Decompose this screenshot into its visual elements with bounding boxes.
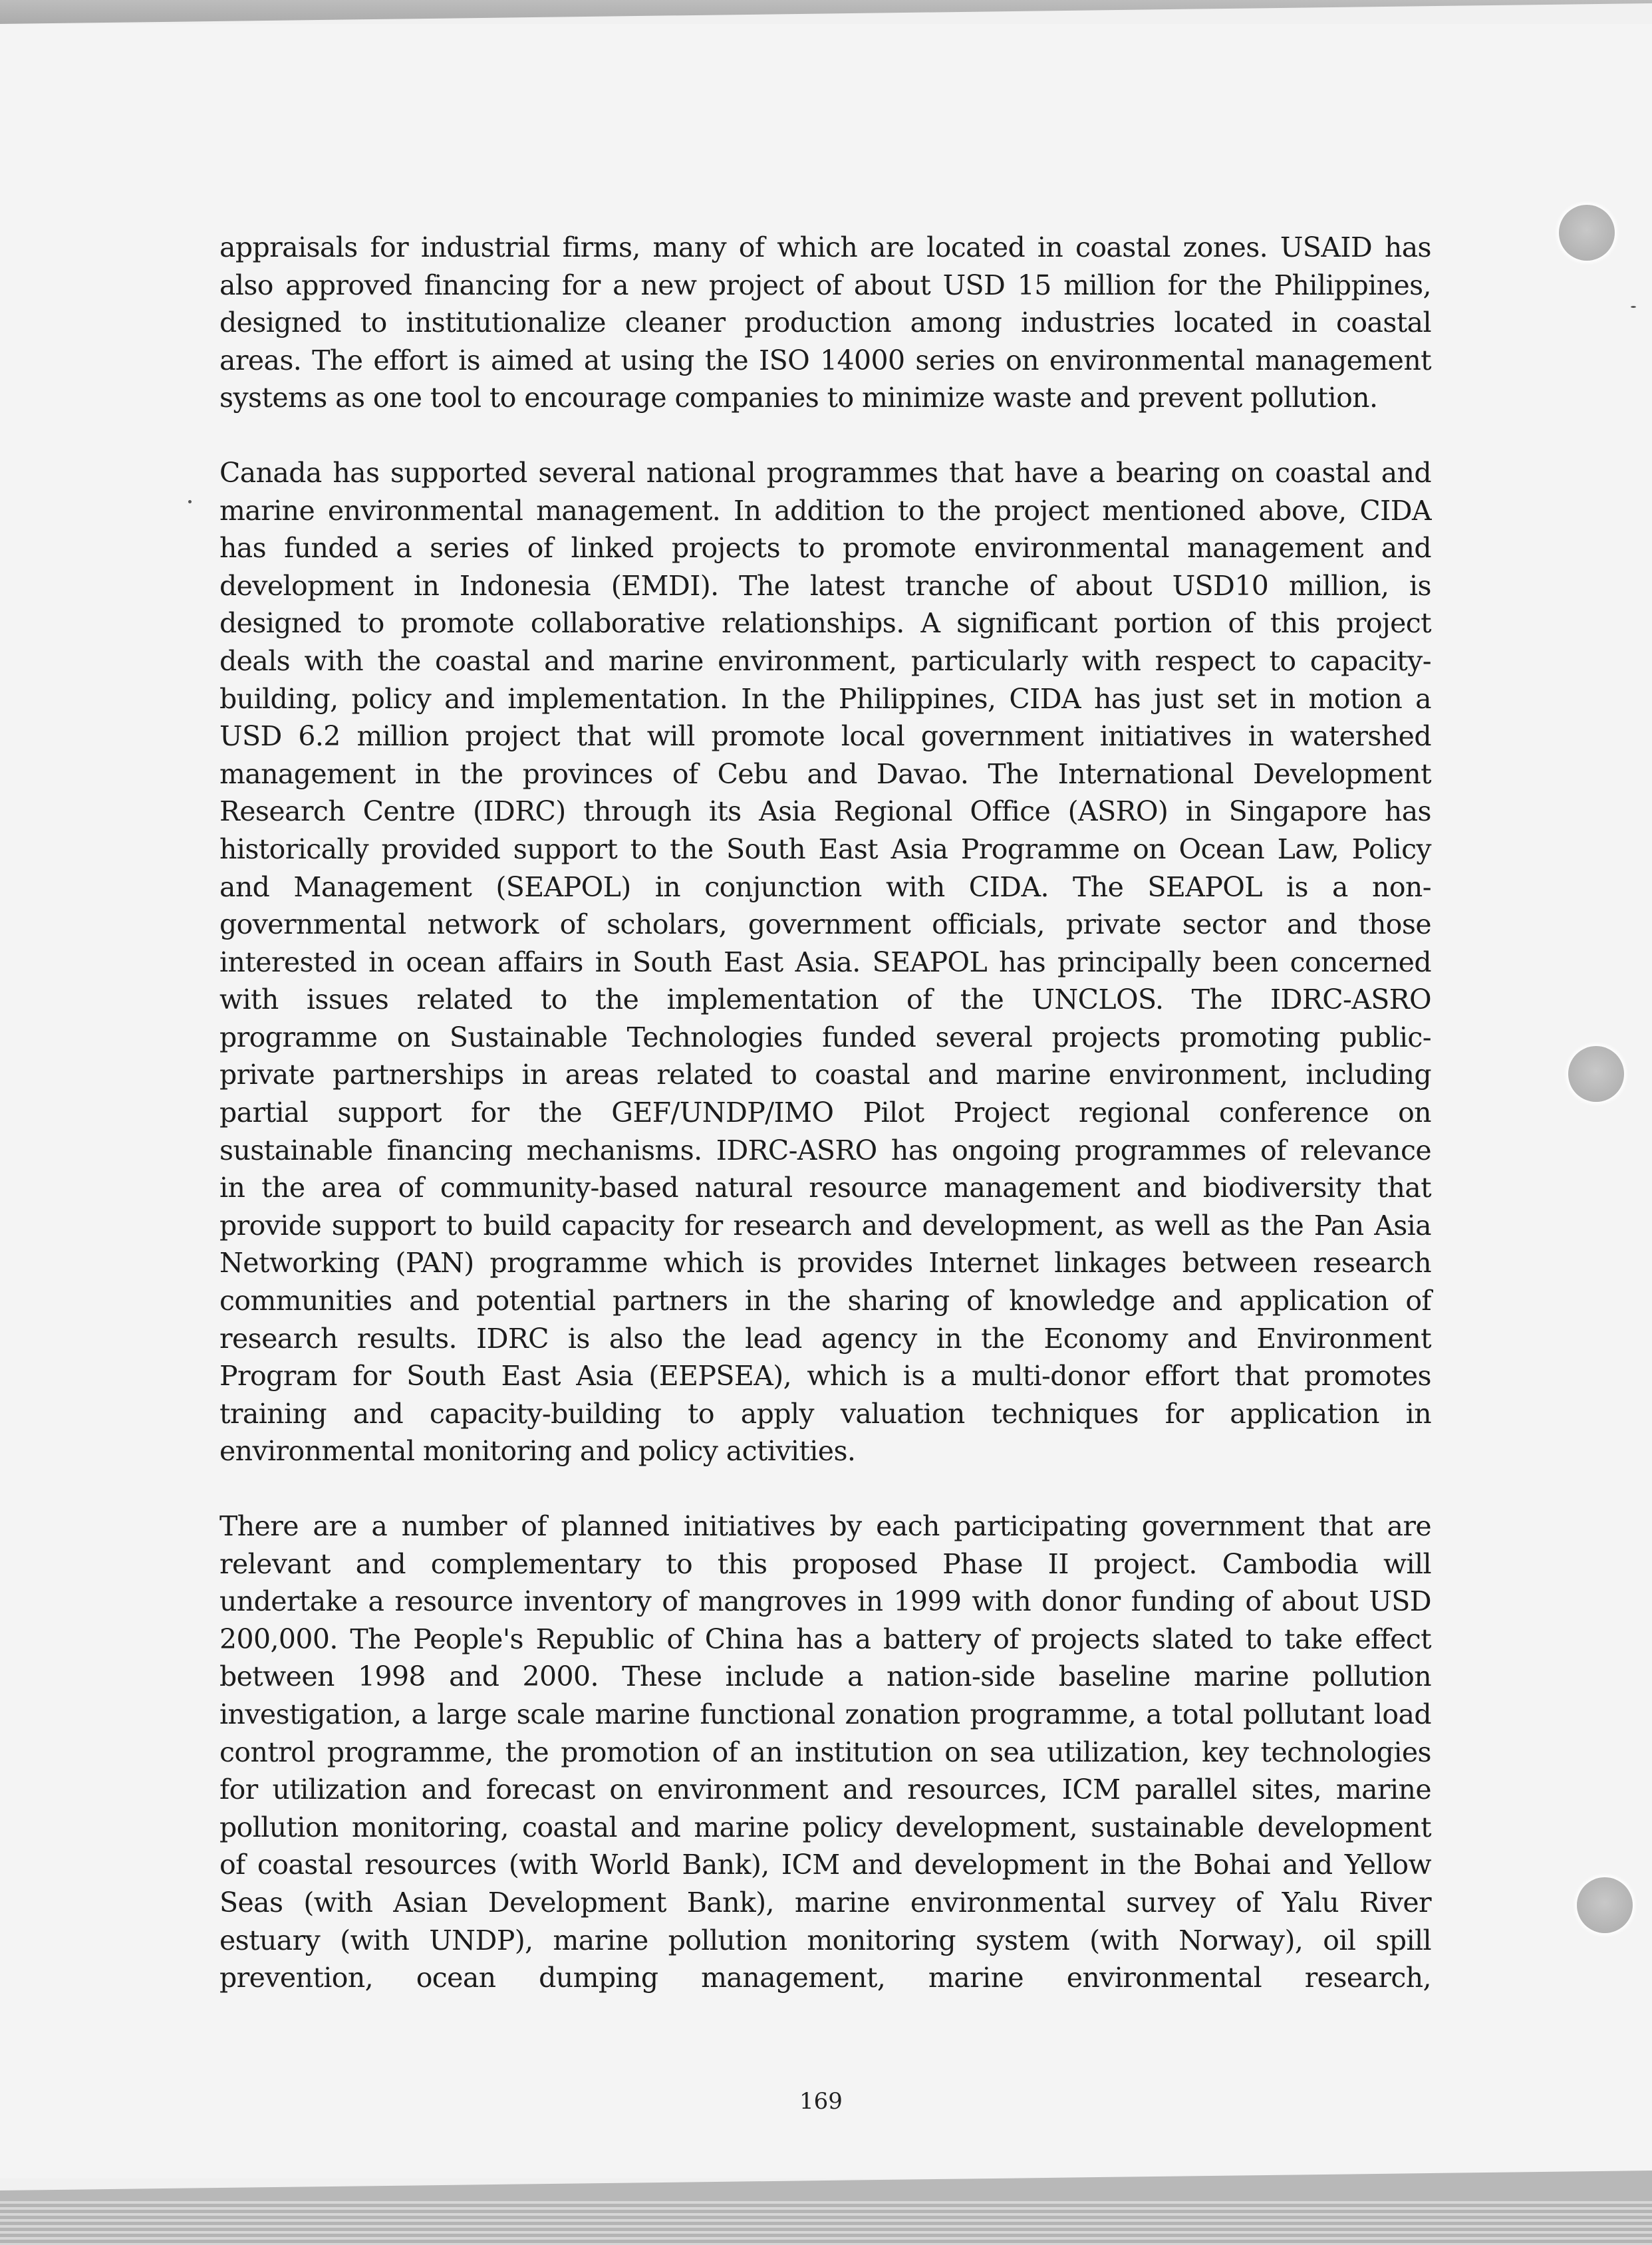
text-line: historically provided support to the South East Asia Programme on Ocean Law, Policy xyxy=(219,833,1431,865)
text-line: investigation, a large scale marine functional zonation programme, a total pollutant load xyxy=(219,1698,1431,1730)
text-line: undertake a resource inventory of mangroves in 1999 with donor funding of about USD xyxy=(219,1585,1431,1618)
punch-hole-middle xyxy=(1568,1046,1624,1102)
text-line: private partnerships in areas related to coastal and marine environment, including xyxy=(219,1059,1431,1091)
text-line: 200,000. The People's Republic of China has a battery of projects slated to take effect xyxy=(219,1623,1431,1655)
text-line: development in Indonesia (EMDI). The latest tranche of about USD10 million, is xyxy=(219,569,1431,602)
text-line: for utilization and forecast on environment and resources, ICM parallel sites, marine xyxy=(219,1774,1431,1806)
text-line: areas. The effort is aimed at using the ISO 14000 series on environmental management xyxy=(219,344,1431,376)
text-line: partial support for the GEF/UNDP/IMO Pilot Project regional conference on xyxy=(219,1097,1431,1129)
text-line: provide support to build capacity for research and development, as well as the Pan Asia xyxy=(219,1209,1431,1242)
text-line: research results. IDRC is also the lead agency in the Economy and Environment xyxy=(219,1322,1431,1355)
text-line: and Management (SEAPOL) in conjunction with CIDA. The SEAPOL is a non- xyxy=(219,870,1431,903)
text-line: interested in ocean affairs in South East Asia. SEAPOL has principally been concerned xyxy=(219,946,1431,978)
text-line: systems as one tool to encourage companies to minimize waste and prevent pollution. xyxy=(219,382,1378,414)
text-line: Canada has supported several national programmes that have a bearing on coastal and xyxy=(219,456,1431,489)
paragraph-usaid xyxy=(219,229,1431,417)
text-line: management in the provinces of Cebu and Davao. The International Development xyxy=(219,757,1431,790)
text-line: deals with the coastal and marine environment, particularly with respect to capacity- xyxy=(219,644,1431,677)
scan-top-edge xyxy=(0,0,1652,27)
scan-speck xyxy=(1631,306,1636,308)
text-line: Networking (PAN) programme which is provides Internet linkages between research xyxy=(219,1247,1431,1279)
punch-hole-bottom xyxy=(1577,1877,1633,1933)
page-number: 169 xyxy=(799,2088,843,2115)
text-line: governmental network of scholars, government officials, private sector and those xyxy=(219,908,1431,941)
text-line: sustainable financing mechanisms. IDRC-ASRO has ongoing programmes of relevance xyxy=(219,1134,1431,1166)
text-line: marine environmental management. In addition to the project mentioned above, CIDA xyxy=(219,494,1431,527)
text-line: estuary (with UNDP), marine pollution monitoring system (with Norway), oil spill xyxy=(219,1924,1431,1956)
scan-speck xyxy=(188,500,192,503)
text-line: prevention, ocean dumping management, marine environmental research, xyxy=(219,1962,1431,1994)
text-line: also approved financing for a new project of about USD 15 million for the Philippines, xyxy=(219,269,1431,301)
text-line: between 1998 and 2000. These include a nation-side baseline marine pollution xyxy=(219,1660,1431,1693)
text-line: communities and potential partners in the sharing of knowledge and application of xyxy=(219,1285,1431,1317)
text-line: Seas (with Asian Development Bank), marine environmental survey of Yalu River xyxy=(219,1886,1431,1918)
paragraph-canada-cida-idrc xyxy=(219,454,1431,1470)
text-line: of coastal resources (with World Bank), ICM and development in the Bohai and Yellow xyxy=(219,1849,1431,1881)
body-text xyxy=(219,229,1431,2034)
paragraph-planned-initiatives xyxy=(219,1508,1431,1997)
text-line: pollution monitoring, coastal and marine policy development, sustainable development xyxy=(219,1811,1431,1843)
text-line: building, policy and implementation. In the Philippines, CIDA has just set in motion a xyxy=(219,682,1431,715)
scan-bottom-stripes xyxy=(0,2201,1652,2245)
text-line: programme on Sustainable Technologies funded several projects promoting public- xyxy=(219,1021,1431,1053)
text-line: designed to promote collaborative relationships. A significant portion of this project xyxy=(219,607,1431,640)
text-line: has funded a series of linked projects to promote environmental management and xyxy=(219,532,1431,565)
text-line: in the area of community-based natural resource management and biodiversity that xyxy=(219,1172,1431,1204)
text-line: Research Centre (IDRC) through its Asia Regional Office (ASRO) in Singapore has xyxy=(219,795,1431,828)
text-line: control programme, the promotion of an institution on sea utilization, key technologies xyxy=(219,1736,1431,1768)
text-line: USD 6.2 million project that will promote local government initiatives in watershed xyxy=(219,720,1431,753)
text-line: appraisals for industrial firms, many of which are located in coastal zones. USAID has xyxy=(219,231,1431,263)
document-page xyxy=(0,24,1652,2179)
text-line: with issues related to the implementation of the UNCLOS. The IDRC-ASRO xyxy=(219,984,1431,1016)
text-line: environmental monitoring and policy activities. xyxy=(219,1435,856,1468)
text-line: designed to institutionalize cleaner production among industries located in coastal xyxy=(219,307,1431,339)
text-line: training and capacity-building to apply valuation techniques for application in xyxy=(219,1397,1431,1430)
text-line: relevant and complementary to this proposed Phase II project. Cambodia will xyxy=(219,1547,1431,1580)
text-line: There are a number of planned initiatives by each participating government that are xyxy=(219,1510,1431,1542)
punch-hole-top xyxy=(1559,205,1615,261)
text-line: Program for South East Asia (EEPSEA), which is a multi-donor effort that promotes xyxy=(219,1360,1431,1392)
